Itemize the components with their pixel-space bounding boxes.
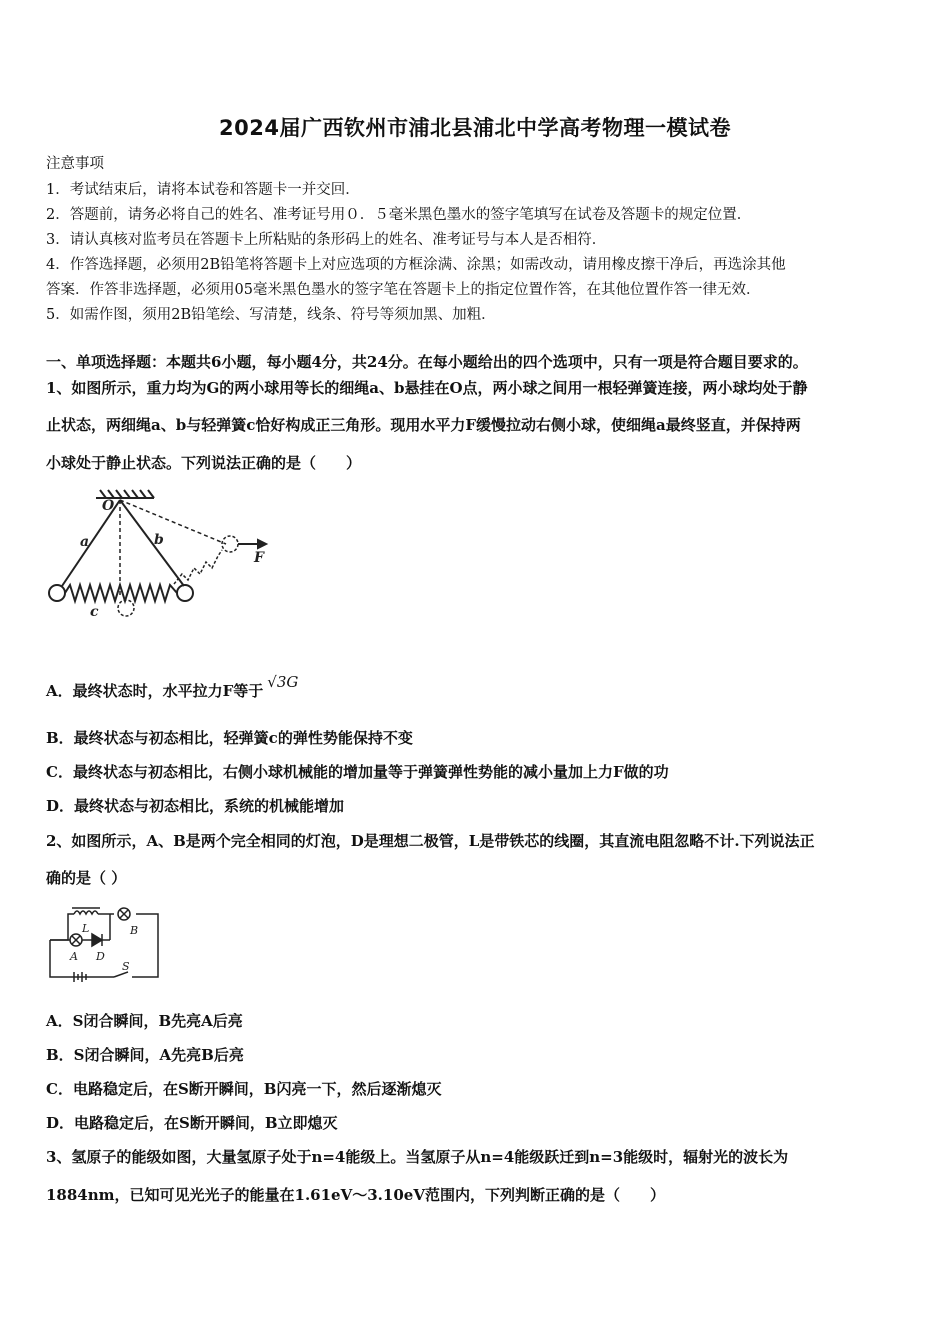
q2-line: 2、如图所示，A、B是两个完全相同的灯泡，D是理想二极管，L是带铁芯的线圈，其直流电阻忽略不计.下列说法正: [46, 832, 815, 850]
label-o: O: [102, 498, 115, 514]
notice-heading: 注意事项: [46, 156, 104, 172]
q2-option-b: B．S闭合瞬间，A先亮B后亮: [46, 1046, 244, 1064]
label-s: S: [122, 960, 130, 973]
label-a: a: [80, 534, 90, 550]
q2-option-c: C．电路稳定后，在S断开瞬间，B闪亮一下，然后逐渐熄灭: [46, 1080, 442, 1098]
label-f: F: [254, 550, 264, 566]
label-b2: B: [130, 924, 139, 937]
notice-item: 4．作答选择题，必须用2B铅笔将答题卡上对应选项的方框涂满、涂黑；如需改动，请用橡皮擦干净后，再选涂其他: [46, 257, 786, 273]
q2-circuit: [44, 902, 164, 982]
q3-line: 3、氢原子的能级如图，大量氢原子处于n=4能级上。当氢原子从n=4能级跃迁到n=3能级时，辐射光的波长为: [46, 1148, 789, 1166]
label-b: b: [154, 532, 164, 548]
q1-line: 止状态，两细绳a、b与轻弹簧c恰好构成正三角形。现用水平力F缓慢拉动右侧小球，使细绳a最终竖直，并保持两: [46, 416, 801, 434]
label-d: D: [96, 950, 105, 963]
notice-item: 2．答题前，请务必将自己的姓名、准考证号用０．５毫米黑色墨水的签字笔填写在试卷及答题卡的规定位置．: [46, 207, 752, 223]
notice-item: 5．如需作图，须用2B铅笔绘、写清楚，线条、符号等须加黑、加粗．: [46, 307, 496, 323]
q1-option-a: [46, 673, 299, 701]
label-l: L: [82, 922, 90, 935]
notice-item: 3．请认真核对监考员在答题卡上所粘贴的条形码上的姓名、准考证号与本人是否相符．: [46, 232, 607, 248]
q2-option-a: A．S闭合瞬间，B先亮A后亮: [46, 1012, 243, 1030]
q1-option-a-text: A．最终状态时，水平拉力F等于: [46, 682, 264, 700]
notice-item: 1．考试结束后，请将本试卷和答题卡一并交回．: [46, 182, 360, 198]
label-c: c: [90, 604, 99, 620]
q1-option-b: B．最终状态与初态相比，轻弹簧c的弹性势能保持不变: [46, 729, 413, 747]
q1-line: 小球处于静止状态。下列说法正确的是（ ）: [46, 454, 362, 472]
sqrt3g-formula: √3G: [267, 673, 299, 691]
q3-line: 1884nm，已知可见光光子的能量在1.61eV～3.10eV范围内，下列判断正确的是（ ）: [46, 1186, 665, 1204]
page-title: 2024届广西钦州市浦北县浦北中学高考物理一模试卷: [219, 116, 731, 140]
q1-figure: [44, 488, 284, 628]
label-a2: A: [70, 950, 78, 963]
notice-item: 答案．作答非选择题，必须用05毫米黑色墨水的签字笔在答题卡上的指定位置作答，在其他位置作答一律无效．: [46, 282, 761, 298]
q1-option-c: C．最终状态与初态相比，右侧小球机械能的增加量等于弹簧弹性势能的减小量加上力F做的功: [46, 763, 669, 781]
q1-line: 1、如图所示，重力均为G的两小球用等长的细绳a、b悬挂在O点，两小球之间用一根轻弹簧连接，两小球均处于静: [46, 379, 808, 397]
q2-option-d: D．电路稳定后，在S断开瞬间，B立即熄灭: [46, 1114, 338, 1132]
q1-option-d: D．最终状态与初态相比，系统的机械能增加: [46, 797, 345, 815]
section-heading: 一、单项选择题：本题共6小题，每小题4分，共24分。在每小题给出的四个选项中，只有一项是符合题目要求的。: [46, 353, 808, 371]
q2-line: 确的是（ ）: [46, 869, 127, 887]
